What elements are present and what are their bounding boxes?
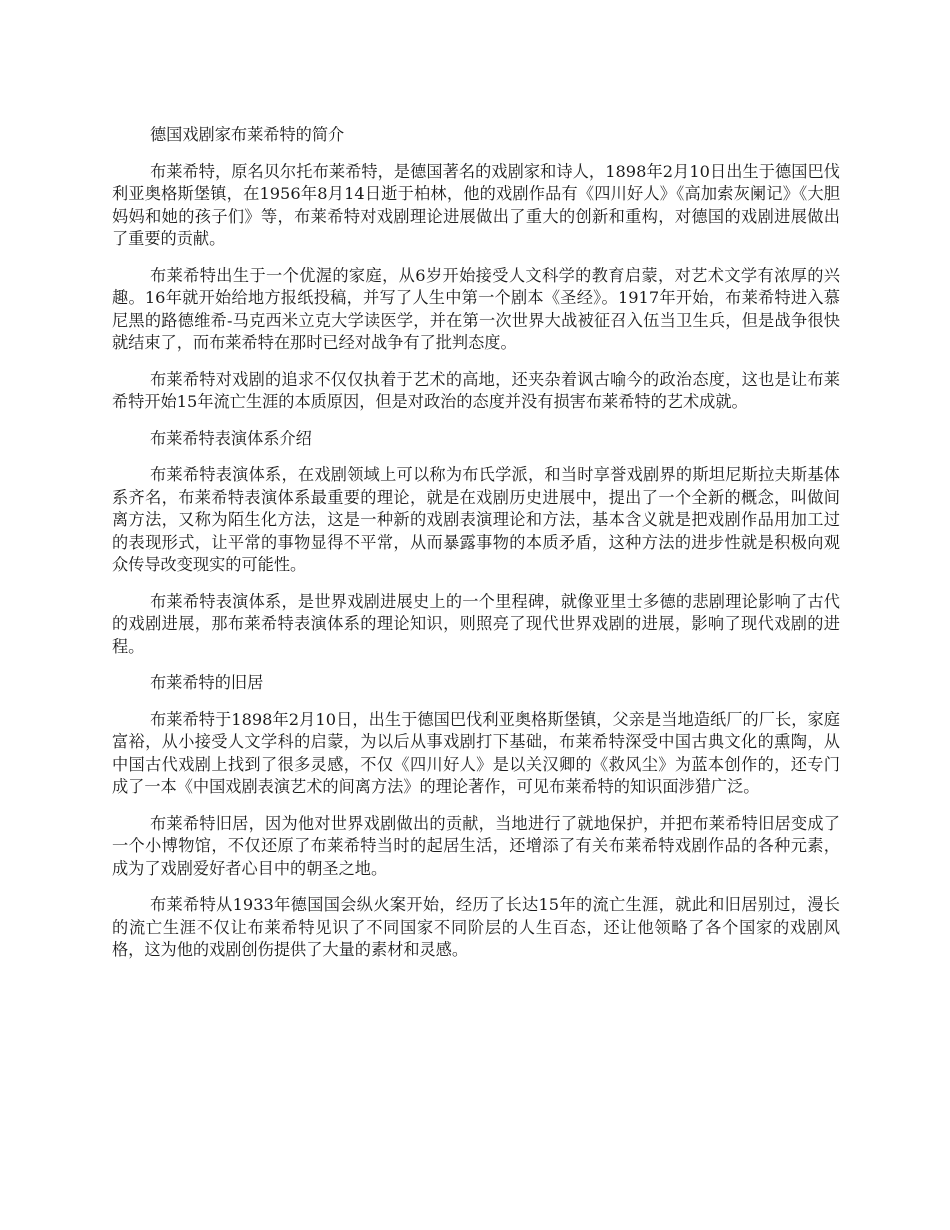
paragraph: 布莱希特从1933年德国国会纵火案开始，经历了长达15年的流亡生涯，就此和旧居别过，漫长的流亡生涯不仅让布莱希特见识了不同国家不同阶层的人生百态，还让他领略了各个国家的戏剧风格，这为他的戏剧创伤提供了大量的素材和灵感。	[112, 895, 840, 959]
document-page	[112, 124, 840, 976]
section-heading: 德国戏剧家布莱希特的简介	[150, 125, 345, 144]
paragraph: 布莱希特对戏剧的追求不仅仅执着于艺术的高地，还夹杂着讽古喻今的政治态度，这也是让布莱希特开始15年流亡生涯的本质原因，但是对政治的态度并没有损害布莱希特的艺术成就。	[112, 369, 840, 411]
paragraph: 布莱希特表演体系，是世界戏剧进展史上的一个里程碑，就像亚里士多德的悲剧理论影响了古代的戏剧进展，那布莱希特表演体系的理论知识，则照亮了现代世界戏剧的进展，影响了现代戏剧的进程。	[112, 591, 840, 656]
paragraph: 布莱希特表演体系，在戏剧领域上可以称为布氏学派，和当时享誉戏剧界的斯坦尼斯拉夫斯基体系齐名，布莱希特表演体系最重要的理论，就是在戏剧历史进展中，提出了一个全新的概念，叫做间离方法，又称为陌生化方法，这是一种新的戏剧表演理论和方法，基本含义就是把戏剧作品用加工过的表现形式，让平常的事物显得不平常，从而暴露事物的本质矛盾，这种方法的进步性就是积极向观众传导改变现实的可能性。	[112, 465, 840, 574]
paragraph: 布莱希特出生于一个优渥的家庭，从6岁开始接受人文科学的教育启蒙，对艺术文学有浓厚的兴趣。16年就开始给地方报纸投稿，并写了人生中第一个剧本《圣经》。1917年开始，布莱希特进入慕尼黑的路德维希-马克西米立克大学读医学，并在第一次世界大战被征召入伍当卫生兵，但是战争很快就结束了，而布莱希特在那时已经对战争有了批判态度。	[112, 265, 840, 352]
paragraph: 布莱希特旧居，因为他对世界戏剧做出的贡献，当地进行了就地保护，并把布莱希特旧居变成了一个小博物馆，不仅还原了布莱希特当时的起居生活，还增添了有关布莱希特戏剧作品的各种元素，成为了戏剧爱好者心目中的朝圣之地。	[112, 813, 840, 878]
paragraph: 布莱希特，原名贝尔托布莱希特，是德国著名的戏剧家和诗人，1898年2月10日出生于德国巴伐利亚奥格斯堡镇，在1956年8月14日逝于柏林，他的戏剧作品有《四川好人》《高加索灰阑记》《大胆妈妈和她的孩子们》等，布莱希特对戏剧理论进展做出了重大的创新和重构，对德国的戏剧进展做出了重要的贡献。	[112, 161, 840, 248]
paragraph: 布莱希特于1898年2月10日，出生于德国巴伐利亚奥格斯堡镇，父亲是当地造纸厂的厂长，家庭富裕，从小接受人文学科的启蒙，为以后从事戏剧打下基础，布莱希特深受中国古典文化的熏陶，从中国古代戏剧上找到了很多灵感，不仅《四川好人》是以关汉卿的《救风尘》为蓝本创作的，还专门成了一本《中国戏剧表演艺术的间离方法》的理论著作，可见布莱希特的知识面涉猎广泛。	[112, 709, 840, 796]
section-heading: 布莱希特表演体系介绍	[150, 428, 312, 448]
section-heading: 布莱希特的旧居	[150, 673, 264, 692]
